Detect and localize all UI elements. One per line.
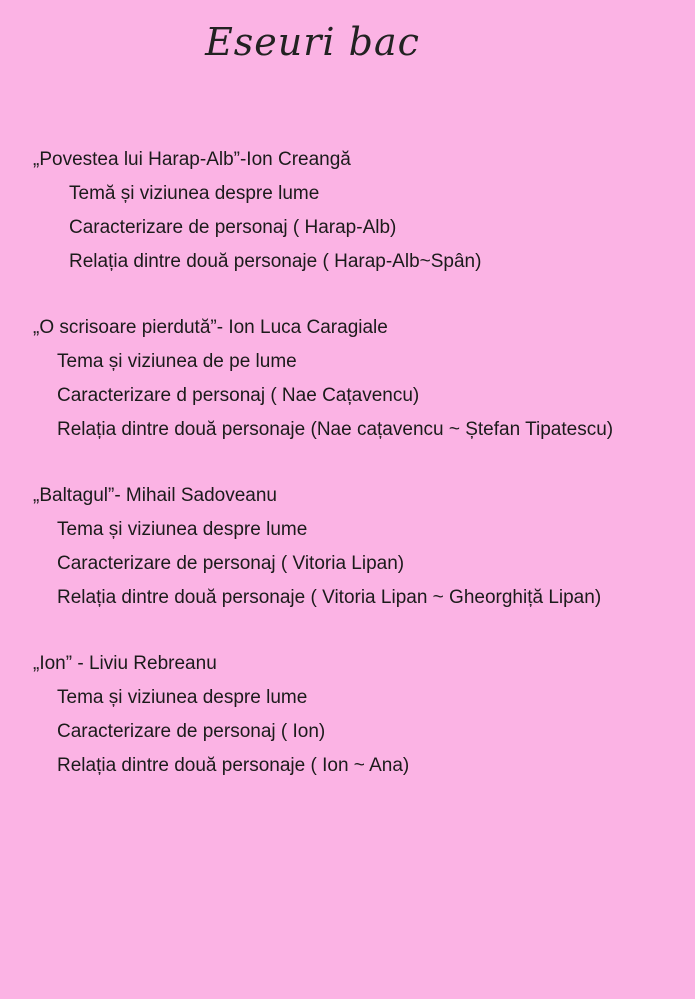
list-item: Relația dintre două personaje (Nae cațavencu ~ Ștefan Tipatescu) <box>57 419 614 440</box>
list-item: Tema și viziunea despre lume <box>57 687 308 708</box>
list-item: Caracterizare de personaj ( Ion) <box>57 721 326 742</box>
section-heading: „Povestea lui Harap-Alb”-Ion Creangă <box>33 149 351 170</box>
list-item: Caracterizare de personaj ( Vitoria Lipan) <box>57 553 405 574</box>
essay-section-o-scrisoare-pierduta <box>33 311 673 447</box>
list-item: Tema și viziunea de pe lume <box>57 351 297 372</box>
page-title: Eseuri bac <box>205 20 420 64</box>
list-item: Tema și viziunea despre lume <box>57 519 308 540</box>
section-heading: „Baltagul”- Mihail Sadoveanu <box>33 485 277 506</box>
list-item: Caracterizare de personaj ( Harap-Alb) <box>69 217 397 238</box>
list-item: Temă și viziunea despre lume <box>69 183 320 204</box>
list-item: Caracterizare d personaj ( Nae Cațavencu) <box>57 385 420 406</box>
section-heading: „O scrisoare pierdută”- Ion Luca Caragiale <box>33 317 388 338</box>
essay-section-baltagul <box>33 479 673 615</box>
list-item: Relația dintre două personaje ( Harap-Alb~Spân) <box>69 251 482 272</box>
section-heading: „Ion” - Liviu Rebreanu <box>33 653 217 674</box>
list-item: Relația dintre două personaje ( Ion ~ Ana) <box>57 755 410 776</box>
essay-section-ion <box>33 647 673 783</box>
list-item: Relația dintre două personaje ( Vitoria Lipan ~ Gheorghiță Lipan) <box>57 587 602 608</box>
essay-section-harap-alb <box>33 143 673 279</box>
